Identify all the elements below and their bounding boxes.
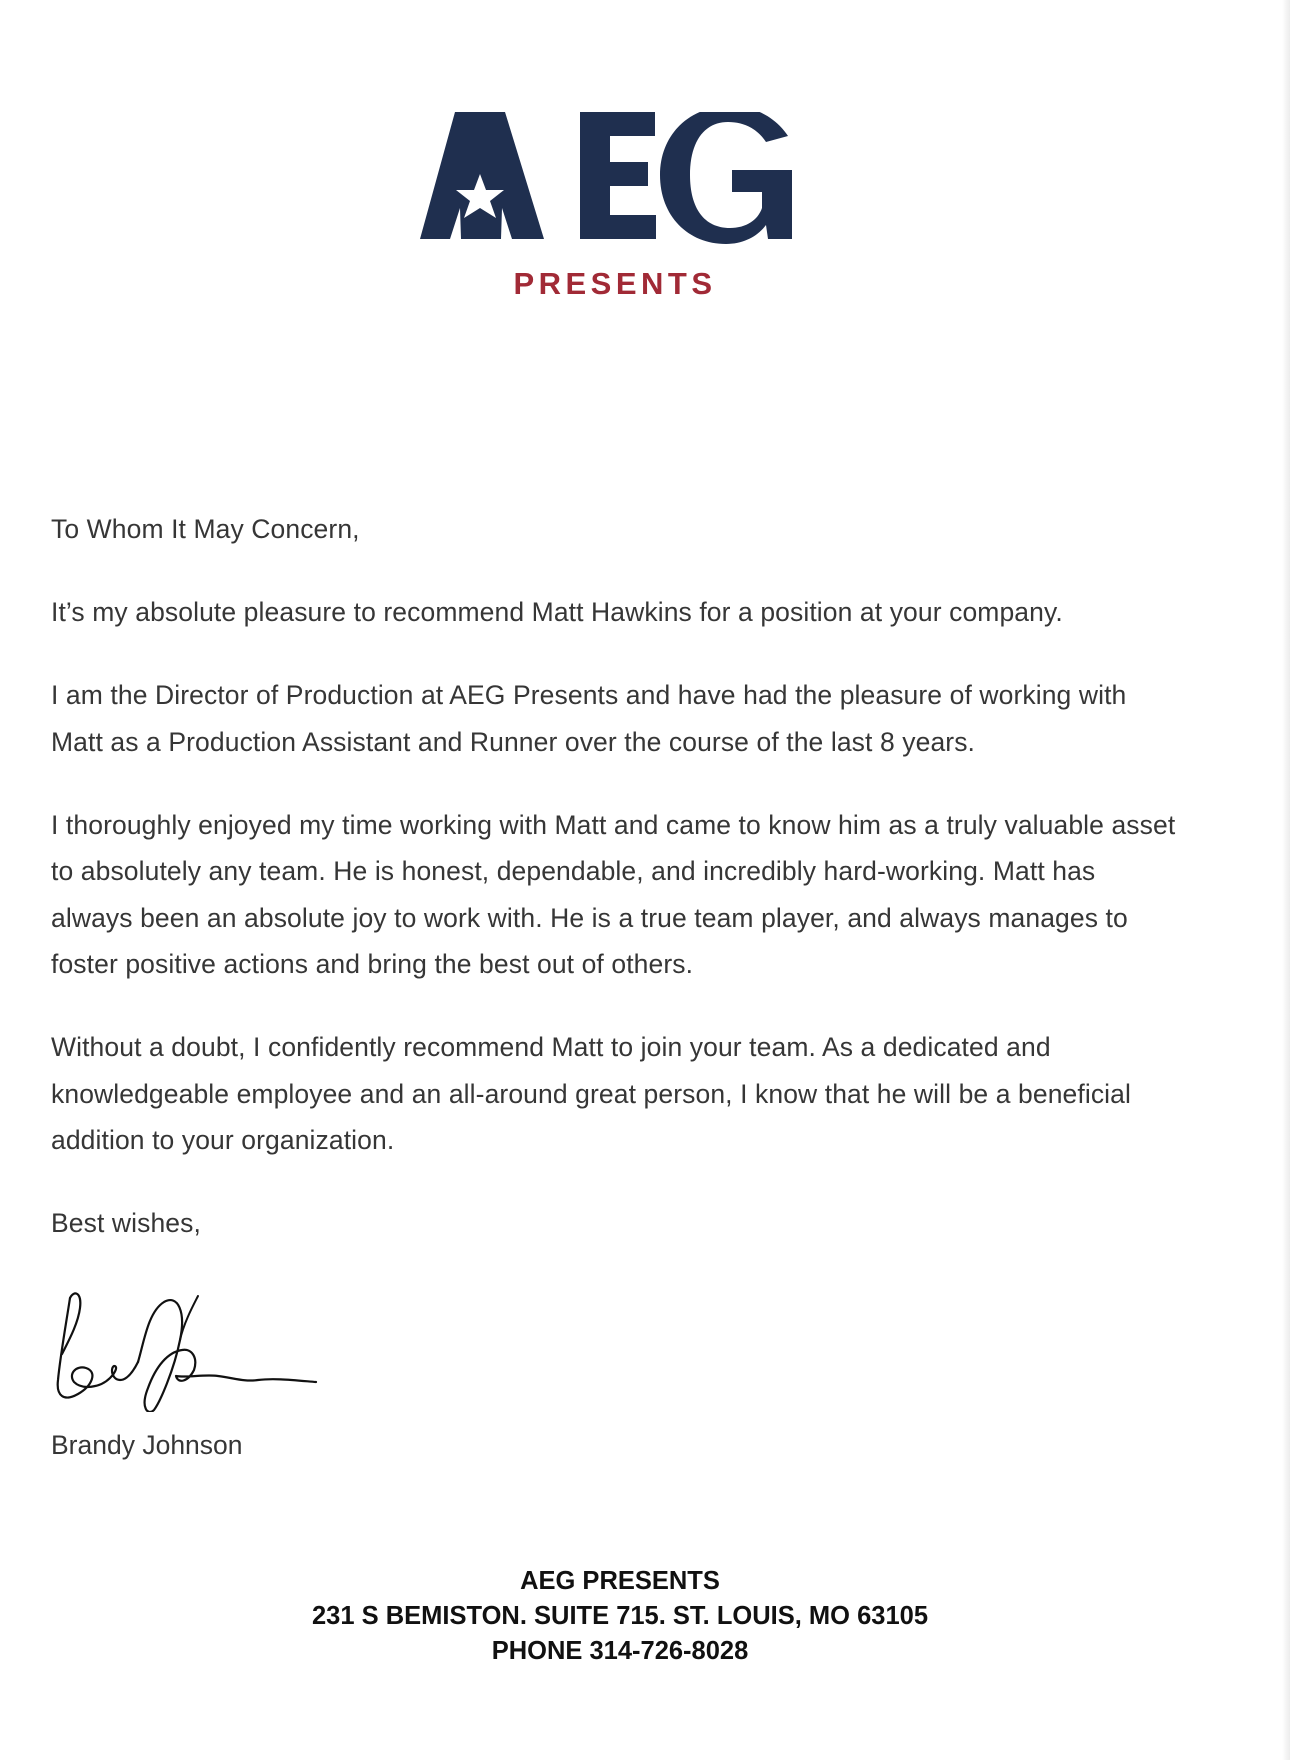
logo-letter-g [660, 112, 792, 244]
footer-address: 231 S BEMISTON. SUITE 715. ST. LOUIS, MO 63105 [312, 1602, 928, 1630]
footer-company: AEG PRESENTS [520, 1567, 720, 1595]
logo-letter-e [580, 112, 656, 239]
logo-presents-text: PRESENTS [513, 266, 717, 301]
aeg-presents-logo [420, 112, 820, 312]
aeg-logo-graphic [420, 112, 820, 312]
salutation: To Whom It May Concern, [51, 514, 360, 544]
signer-name: Brandy Johnson [51, 1430, 243, 1460]
signature-graphic [48, 1262, 328, 1412]
paragraph-1: It’s my absolute pleasure to recommend Matt Hawkins for a position at your company. [51, 597, 1063, 627]
handwritten-signature [48, 1262, 328, 1412]
page-edge-shadow [1282, 0, 1290, 1760]
paragraph-4: Without a doubt, I confidently recommend Matt to join your team. As a dedicated and knowledgeable employee and an all-around great person, I know that he will be a beneficial addition to your organization. [51, 1032, 1131, 1155]
letter-body [51, 506, 1201, 1247]
footer-phone: PHONE 314-726-8028 [491, 1637, 749, 1665]
letterhead-footer [0, 1564, 1240, 1669]
closing: Best wishes, [51, 1208, 201, 1238]
paragraph-3: I thoroughly enjoyed my time working with Matt and came to know him as a truly valuable asset to absolutely any team. He is honest, dependable, and incredibly hard-working. Matt has always been an absolute joy to work with. He is a true team player, and always manages to foster positive actions and bring the best out of others. [51, 809, 1176, 979]
paragraph-2: I am the Director of Production at AEG Presents and have had the pleasure of working with Matt as a Production Assistant and Runner over the course of the last 8 years. [51, 680, 1127, 757]
logo-letter-a [420, 112, 544, 239]
